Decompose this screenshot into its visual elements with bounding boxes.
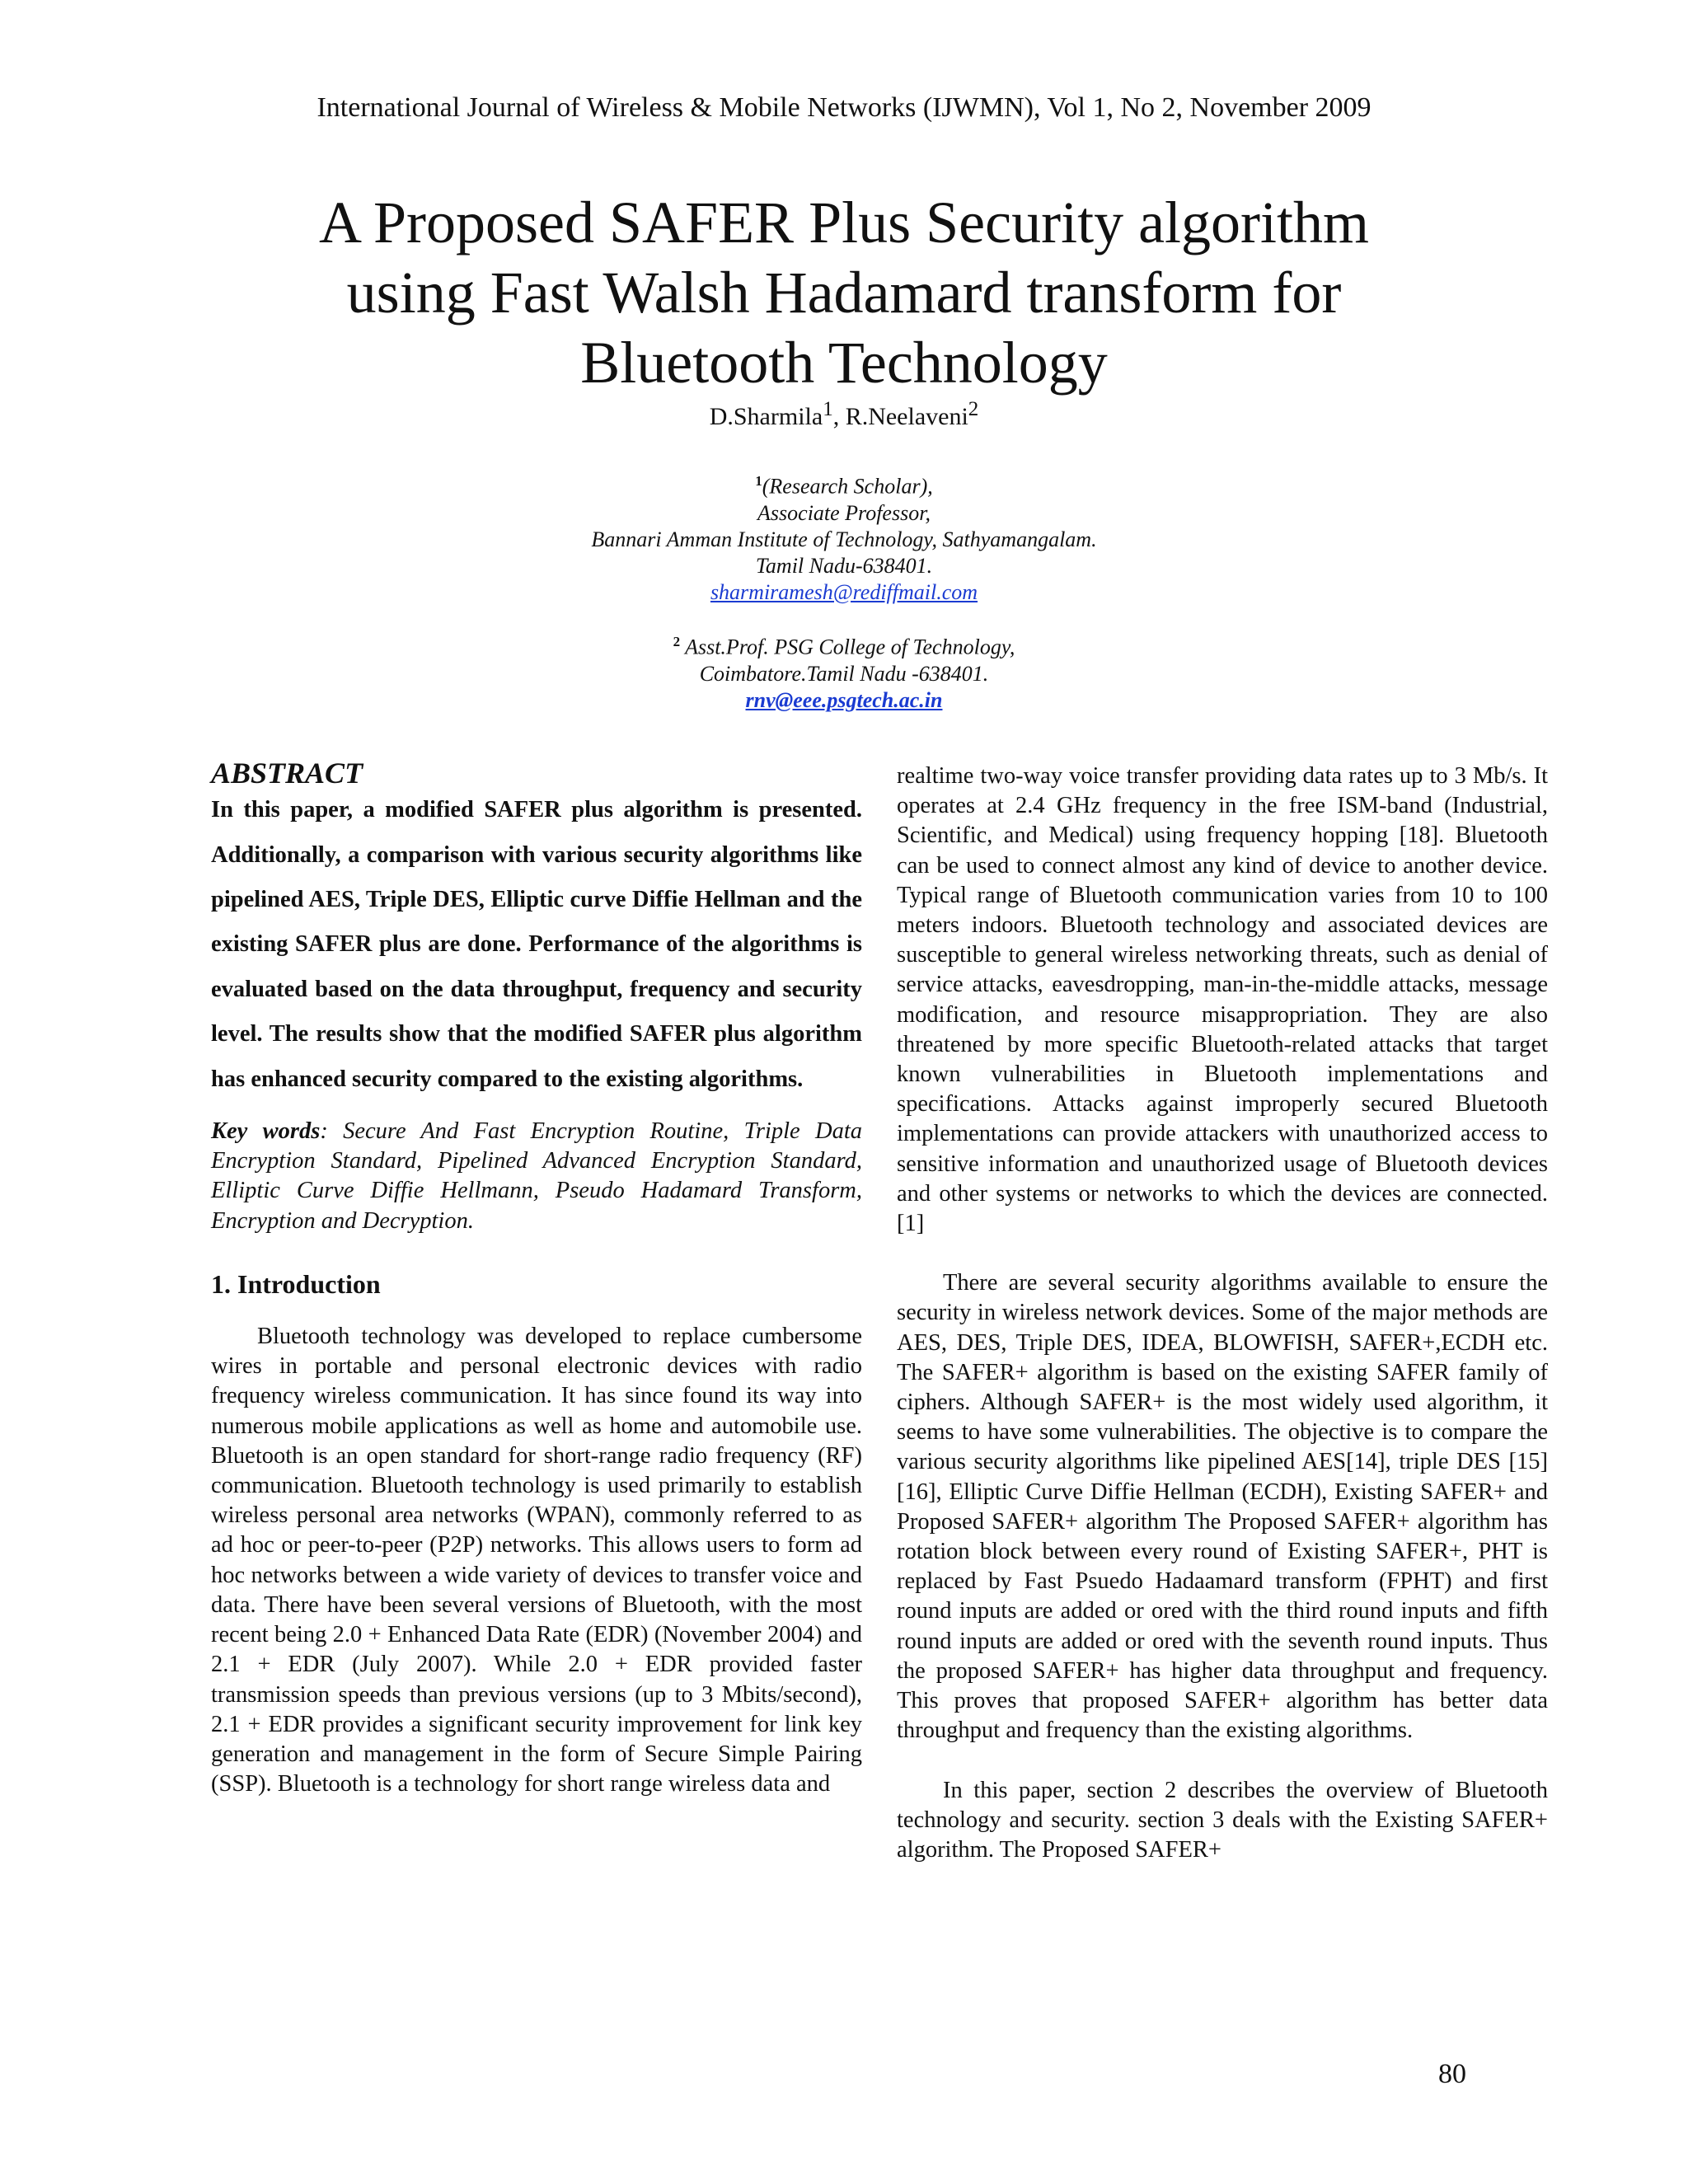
affiliation-line: Asst.Prof. PSG College of Technology, [680, 635, 1015, 659]
affiliation-line: Coimbatore.Tamil Nadu -638401. [699, 661, 989, 686]
affiliation-line: Bannari Amman Institute of Technology, Sathyamangalam. [591, 527, 1097, 551]
title-line: Bluetooth Technology [580, 330, 1108, 396]
body-paragraph: There are several security algorithms available to ensure the security in wireless network devices. Some of the major methods are AES, DES, Triple DES, IDEA, BLOWFISH, SAFER+,ECDH etc. The SAFER+ algorithm is based on the existing SAFER family of ciphers. Although SAFER+ is the most widely used algorithm, it seems to have some vulnerabilities. The objective is to compare the various security algorithms like pipelined AES[14], triple DES [15][16], Elliptic Curve Diffie Hellman (ECDH), Existing SAFER+ and Proposed SAFER+ algorithm The Proposed SAFER+ algorithm has rotation block between every round of Existing SAFER+, PHT is replaced by Fast Psuedo Hadaamard transform (FPHT) and first round inputs are added or ored with the third round inputs and fifth round inputs are added or ored with the seventh round inputs. Thus the proposed SAFER+ has higher data throughput and frequency. This proves that proposed SAFER+ algorithm has better data throughput and frequency than the existing algorithms. [897, 1270, 1548, 1744]
keywords [211, 1117, 862, 1236]
affiliation-line: (Research Scholar), [762, 474, 933, 499]
author-name: R.Neelaveni [845, 403, 968, 430]
title-line: using Fast Walsh Hadamard transform for [346, 260, 1342, 326]
left-column [211, 758, 862, 1799]
body-paragraph: In this paper, section 2 describes the overview of Bluetooth technology and security. section 3 deals with the Existing SAFER+ algorithm. The Proposed SAFER+ [897, 1777, 1548, 1863]
keywords-text: : Secure And Fast Encryption Routine, Triple Data Encryption Standard, Pipelined Advanced Encryption Standard, Elliptic Curve Diffie Hellmann, Pseudo Hadamard Transform, Encryption and Decryption. [211, 1118, 863, 1234]
author-separator: , [832, 403, 846, 430]
right-column [897, 762, 1548, 1865]
affiliation-line: Tamil Nadu-638401. [755, 553, 933, 578]
body-paragraph: Bluetooth technology was developed to replace cumbersome wires in portable and personal electronic devices with radio frequency wireless communication. It has since found its way into numerous mobile applications as well as home and automobile use. Bluetooth is an open standard for short-range radio frequency (RF) communication. Bluetooth technology is used primarily to establish wireless personal area networks (WPAN), commonly referred to as ad hoc or peer-to-peer (P2P) networks. This allows users to form ad hoc networks between a wide variety of devices to transfer voice and data. There have been several versions of Bluetooth, with the most recent being 2.0 + Enhanced Data Rate (EDR) (November 2004) and 2.1 + EDR (July 2007). While 2.0 + EDR provided faster transmission speeds than previous versions (up to 3 Mbits/second), 2.1 + EDR provides a significant security improvement for link key generation and management in the form of Secure Simple Pairing (SSP). Bluetooth is a technology for short range wireless data and [211, 1324, 862, 1797]
affiliation-line: Associate Professor, [757, 500, 931, 525]
author-name: D.Sharmila [709, 403, 823, 430]
affiliation-2 [0, 629, 1688, 714]
author-superscript: 1 [823, 398, 833, 420]
paper-title [206, 188, 1482, 398]
affiliation-marker: 2 [673, 634, 681, 649]
keywords-label: Key words [211, 1118, 321, 1145]
body-paragraph: realtime two-way voice transfer providing data rates up to 3 Mb/s. It operates at 2.4 GHz frequency in the free ISM-band (Industrial, Scientific, and Medical) using frequency hopping [18]. Bluetooth can be used to connect almost any kind of device to another device. Typical range of Bluetooth communication varies from 10 to 100 meters indoors. Bluetooth technology and associated devices are susceptible to general wireless networking threats, such as denial of service attacks, eavesdropping, man-in-the-middle attacks, message modification, and resource misappropriation. They are also threatened by more specific Bluetooth-related attacks that target known vulnerabilities in Bluetooth implementations and specifications. Attacks against improperly secured Bluetooth implementations can provide attackers with unauthorized access to sensitive information and unauthorized usage of Bluetooth devices and other systems or networks to which the devices are connected. [1] [897, 763, 1548, 1237]
affiliation-1 [0, 468, 1688, 606]
affiliation-marker: 1 [755, 473, 762, 489]
author-list [0, 398, 1688, 431]
email-link[interactable]: rnv@eee.psgtech.ac.in [745, 687, 943, 712]
author-superscript: 2 [968, 398, 979, 420]
section-heading: 1. Introduction [211, 1268, 381, 1299]
journal-header: International Journal of Wireless & Mobile Networks (IJWMN), Vol 1, No 2, November 2009 [316, 92, 1372, 123]
title-line: A Proposed SAFER Plus Security algorithm [318, 190, 1370, 255]
page-number: 80 [1438, 2059, 1466, 2089]
email-link[interactable]: sharmiramesh@rediffmail.com [710, 579, 978, 604]
abstract-text: In this paper, a modified SAFER plus algorithm is presented. Additionally, a comparison with various security algorithms like pipelined AES, Triple DES, Elliptic curve Diffie Hellman and the existing SAFER plus are done. Performance of the algorithms is evaluated based on the data throughput, frequency and security level. The results show that the modified SAFER plus algorithm has enhanced security compared to the existing algorithms. [211, 797, 862, 1092]
abstract-heading: ABSTRACT [211, 757, 363, 790]
